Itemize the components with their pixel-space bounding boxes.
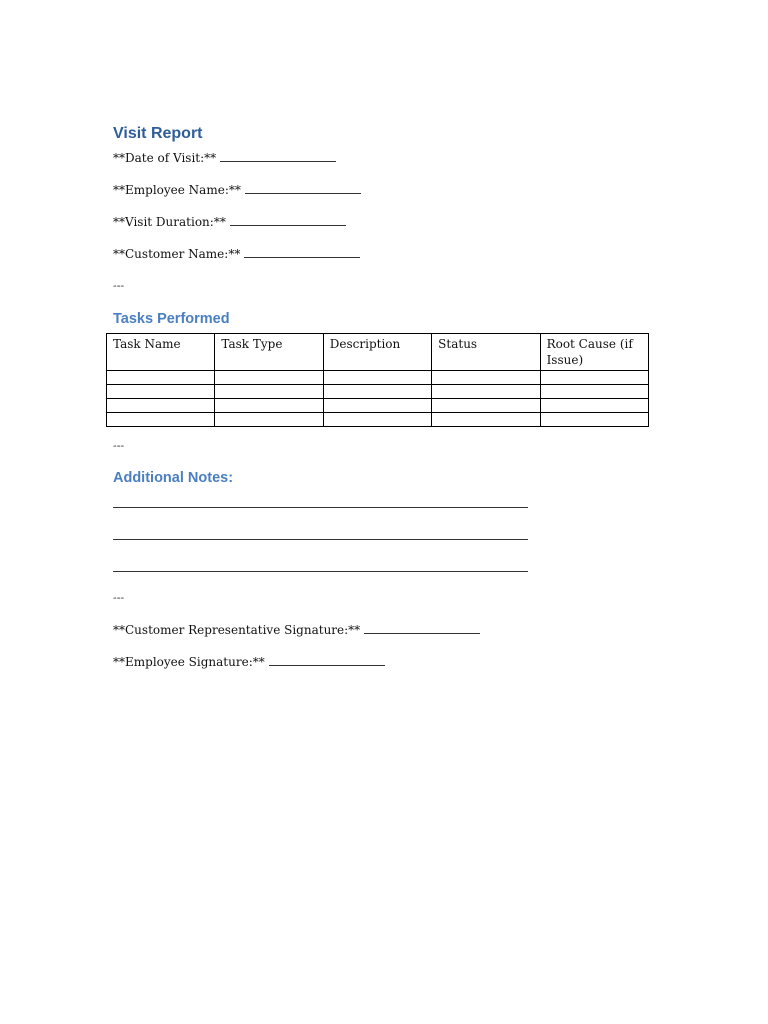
table-cell[interactable] bbox=[540, 371, 648, 385]
table-cell[interactable] bbox=[107, 399, 215, 413]
table-cell[interactable] bbox=[215, 399, 323, 413]
employee-signature-label: **Employee Signature:** bbox=[113, 655, 265, 669]
tasks-table-header bbox=[107, 334, 649, 371]
customer-name-blank[interactable] bbox=[244, 247, 360, 258]
table-cell[interactable] bbox=[540, 413, 648, 427]
table-cell[interactable] bbox=[323, 385, 431, 399]
visit-duration-label: **Visit Duration:** bbox=[113, 215, 226, 229]
date-of-visit-blank[interactable] bbox=[220, 151, 336, 162]
table-row bbox=[107, 413, 649, 427]
employee-signature-field bbox=[113, 655, 385, 669]
customer-rep-signature-label: **Customer Representative Signature:** bbox=[113, 623, 361, 637]
notes-line-1[interactable] bbox=[113, 507, 528, 508]
customer-rep-signature-blank[interactable] bbox=[364, 623, 480, 634]
table-cell[interactable] bbox=[432, 399, 540, 413]
table-cell[interactable] bbox=[432, 413, 540, 427]
tasks-table bbox=[106, 333, 649, 427]
notes-line-2[interactable] bbox=[113, 539, 528, 540]
customer-name-label: **Customer Name:** bbox=[113, 247, 241, 261]
table-row bbox=[107, 385, 649, 399]
table-cell[interactable] bbox=[215, 385, 323, 399]
table-cell[interactable] bbox=[432, 385, 540, 399]
table-row bbox=[107, 399, 649, 413]
date-of-visit-field bbox=[113, 151, 336, 165]
table-cell[interactable] bbox=[107, 413, 215, 427]
table-cell[interactable] bbox=[107, 385, 215, 399]
table-cell[interactable] bbox=[215, 371, 323, 385]
separator-2: --- bbox=[113, 439, 125, 452]
report-title: Visit Report bbox=[113, 125, 203, 142]
column-header-status: Status bbox=[432, 334, 540, 371]
table-cell[interactable] bbox=[432, 371, 540, 385]
customer-name-field bbox=[113, 247, 360, 261]
date-of-visit-label: **Date of Visit:** bbox=[113, 151, 217, 165]
tasks-section-title: Tasks Performed bbox=[113, 311, 230, 327]
visit-duration-field bbox=[113, 215, 346, 229]
table-cell[interactable] bbox=[323, 413, 431, 427]
column-header-task-name: Task Name bbox=[107, 334, 215, 371]
table-cell[interactable] bbox=[107, 371, 215, 385]
visit-duration-blank[interactable] bbox=[230, 215, 346, 226]
separator-1: --- bbox=[113, 279, 125, 292]
table-cell[interactable] bbox=[540, 399, 648, 413]
column-header-description: Description bbox=[323, 334, 431, 371]
employee-signature-blank[interactable] bbox=[269, 655, 385, 666]
table-cell[interactable] bbox=[323, 399, 431, 413]
employee-name-blank[interactable] bbox=[245, 183, 361, 194]
table-row bbox=[107, 371, 649, 385]
column-header-root-cause: Root Cause (if Issue) bbox=[540, 334, 648, 371]
table-cell[interactable] bbox=[540, 385, 648, 399]
customer-rep-signature-field bbox=[113, 623, 480, 637]
table-cell[interactable] bbox=[215, 413, 323, 427]
additional-notes-title: Additional Notes: bbox=[113, 470, 234, 486]
separator-3: --- bbox=[113, 591, 125, 604]
employee-name-label: **Employee Name:** bbox=[113, 183, 241, 197]
column-header-task-type: Task Type bbox=[215, 334, 323, 371]
table-cell[interactable] bbox=[323, 371, 431, 385]
employee-name-field bbox=[113, 183, 361, 197]
notes-line-3[interactable] bbox=[113, 571, 528, 572]
